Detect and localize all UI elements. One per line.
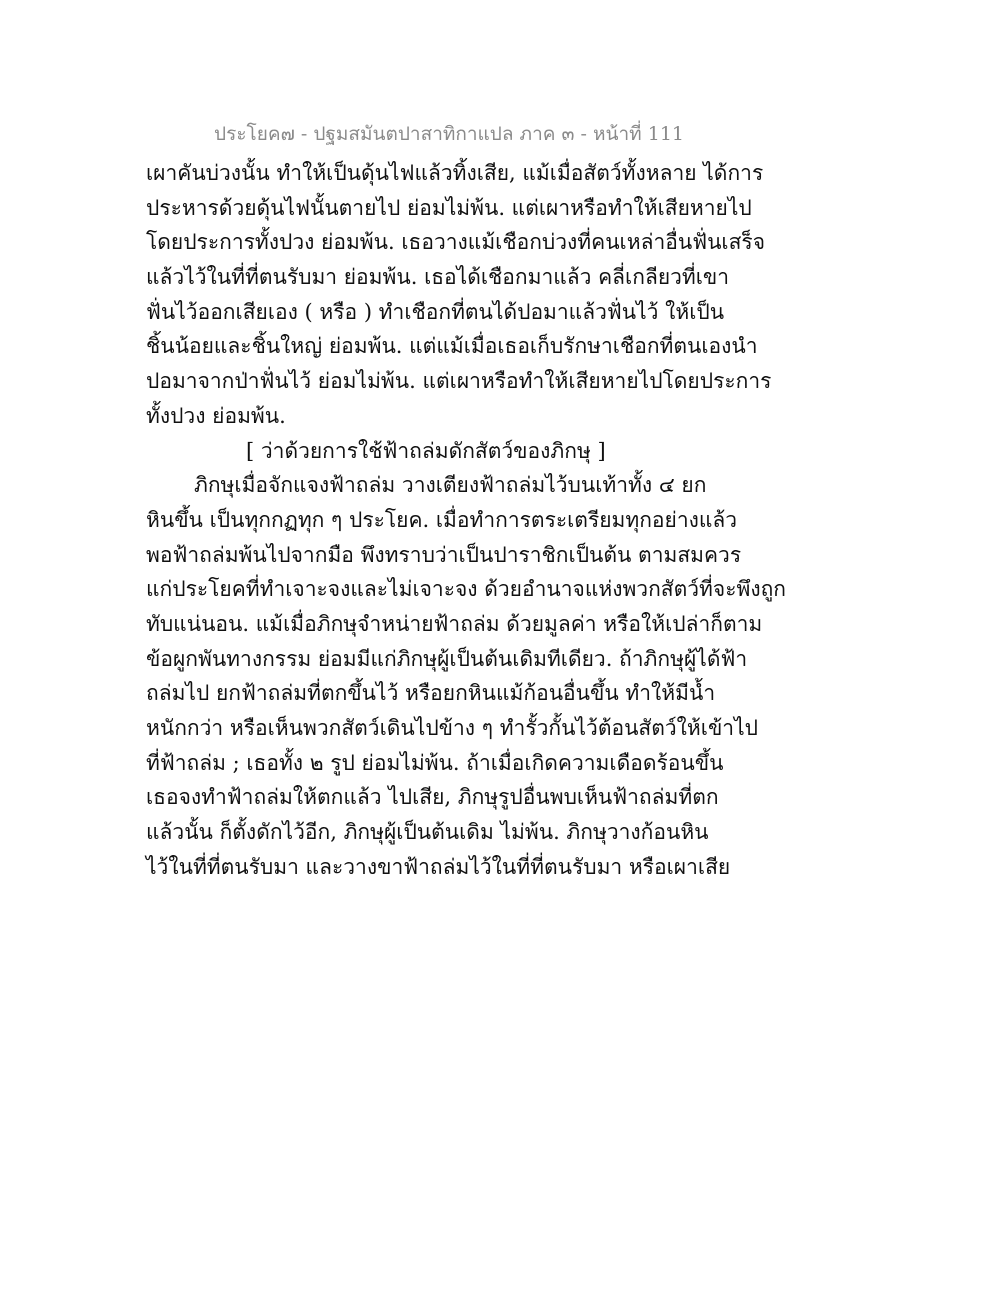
text-line: แก่ประโยคที่ทำเจาะจงและไม่เจาะจง ด้วยอำนาจแห่งพวกสัตว์ที่จะพึงถูก [146, 577, 787, 602]
text-line: หนักกว่า หรือเห็นพวกสัตว์เดินไปข้าง ๆ ทำรั้วกั้นไว้ต้อนสัตว์ให้เข้าไป [146, 716, 758, 740]
text-line: ทั้งปวง ย่อมพ้น. [146, 403, 286, 428]
text-line: ชิ้นน้อยและชิ้นใหญ่ ย่อมพ้น. แต่แม้เมื่อเธอเก็บรักษาเชือกที่ตนเองนำ [146, 334, 758, 359]
text-line: แล้วนั้น ก็ตั้งดักไว้อีก, ภิกษุผู้เป็นต้นเดิม ไม่พ้น. ภิกษุวางก้อนหิน [146, 820, 709, 845]
text-line: ข้อผูกพันทางกรรม ย่อมมีแก่ภิกษุผู้เป็นต้นเดิมทีเดียว. ถ้าภิกษุผู้ได้ฟ้า [146, 646, 748, 671]
text-line: ปอมาจากป่าฟั่นไว้ ย่อมไม่พ้น. แต่เผาหรือทำให้เสียหายไปโดยประการ [146, 369, 772, 394]
text-line: เผาคันบ่วงนั้น ทำให้เป็นดุ้นไฟแล้วทิ้งเสีย, แม้เมื่อสัตว์ทั้งหลาย ได้การ [146, 161, 764, 185]
text-line: เธอจงทำฟ้าถล่มให้ตกแล้ว ไปเสีย, ภิกษุรูปอื่นพบเห็นฟ้าถล่มที่ตก [146, 785, 719, 810]
text-line: หินขึ้น เป็นทุกกฏทุก ๆ ประโยค. เมื่อทำการตระเตรียมทุกอย่างแล้ว [146, 507, 738, 532]
text-line: ฟั่นไว้ออกเสียเอง ( หรือ ) ทำเชือกที่ตนได้ปอมาแล้วฟั่นไว้ ให้เป็น [146, 299, 725, 324]
text-line: พอฟ้าถล่มพ้นไปจากมือ พึงทราบว่าเป็นปาราชิกเป็นต้น ตามสมควร [146, 542, 742, 567]
text-line: ประหารด้วยดุ้นไฟนั้นตายไป ย่อมไม่พ้น. แต่เผาหรือทำให้เสียหายไป [146, 195, 752, 220]
text-line: แล้วไว้ในที่ที่ตนรับมา ย่อมพ้น. เธอได้เชือกมาแล้ว คลี่เกลียวที่เขา [146, 265, 730, 290]
text-line: ถล่มไป ยกฟ้าถล่มที่ตกขึ้นไว้ หรือยกหินแม้ก้อนอื่นขึ้น ทำให้มีน้ำ [146, 681, 716, 706]
text-line: ภิกษุเมื่อจักแจงฟ้าถล่ม วางเตียงฟ้าถล่มไว้บนเท้าทั้ง ๔ ยก [194, 473, 707, 498]
text-line: ที่ฟ้าถล่ม ; เธอทั้ง ๒ รูป ย่อมไม่พ้น. ถ้าเมื่อเกิดความเดือดร้อนขึ้น [146, 750, 724, 775]
running-header: ประโยค๗ - ปฐมสมันตปาสาทิกาแปล ภาค ๓ - หน้าที่ 111 [214, 123, 684, 145]
text-line: โดยประการทั้งปวง ย่อมพ้น. เธอวางแม้เชือกบ่วงที่คนเหล่าอื่นฟั่นเสร็จ [146, 230, 766, 255]
body-text [146, 156, 787, 884]
section-heading: [ ว่าด้วยการใช้ฟ้าถล่มดักสัตว์ของภิกษุ ] [246, 438, 606, 463]
text-line: ไว้ในที่ที่ตนรับมา และวางขาฟ้าถล่มไว้ในที่ที่ตนรับมา หรือเผาเสีย [146, 854, 731, 879]
text-line: ทับแน่นอน. แม้เมื่อภิกษุจำหน่ายฟ้าถล่ม ด้วยมูลค่า หรือให้เปล่าก็ตาม [146, 611, 763, 636]
